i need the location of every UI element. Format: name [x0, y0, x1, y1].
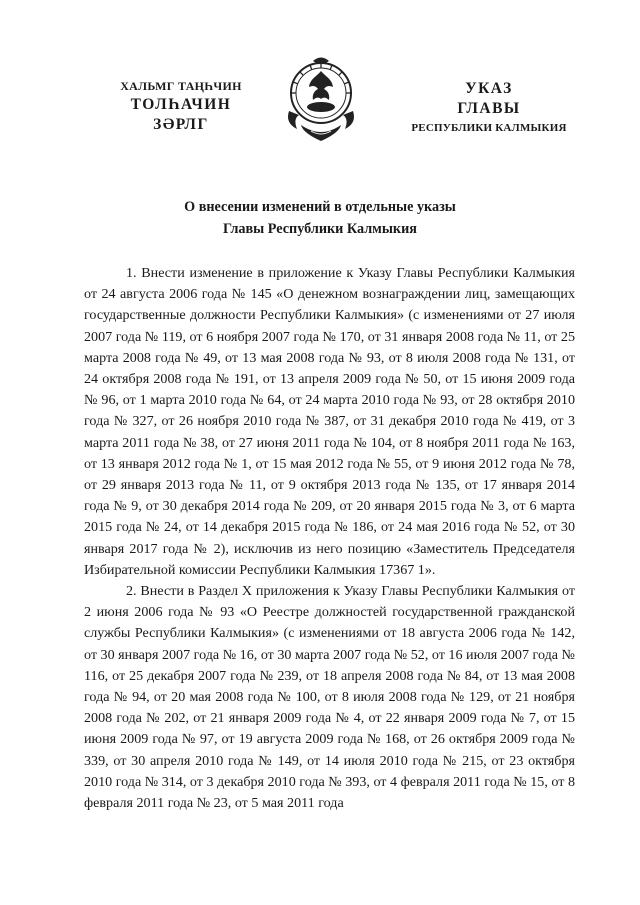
header-right-line1: УКАЗ — [465, 80, 513, 97]
header-left-line3: ЗӘРЛГ — [153, 115, 209, 133]
header-left-line2: ТОЛҺАЧИН — [130, 95, 232, 113]
header-kalmyk-title — [96, 80, 266, 133]
paragraph-2: 2. Внести в Раздел X приложения к Указу Главы Республики Калмыкия от 2 июня 2006 года № 93 «О Реестре должностей государственной гражданской службы Республики Калмыкия» (с изменениями от 18 августа 2006 года № 142, от 30 января 2007 года № 16, от 30 марта 2007 года № 52, от 16 июля 2007 года № 116, от 25 декабря 2007 года № 239, от 18 апреля 2008 года № 84, от 13 мая 2008 года № 94, от 20 мая 2008 года № 100, от 8 июля 2008 года № 129, от 21 ноября 2008 года № 202, от 21 января 2009 года № 4, от 22 января 2009 года № 7, от 15 июня 2009 года № 97, от 19 августа 2009 года № 168, от 26 октября 2009 года № 339, от 30 апреля 2010 года № 149, от 14 июля 2010 года № 215, от 23 октября 2010 года № 314, от 3 декабря 2010 года № 393, от 4 февраля 2011 года № 15, от 8 февраля 2011 года № 23, от 5 мая 2011 года — [84, 583, 575, 812]
coat-of-arms-icon — [283, 55, 359, 145]
paragraph-1: 1. Внести изменение в приложение к Указу Главы Республики Калмыкия от 24 августа 2006 года № 145 «О денежном вознаграждении лиц, замещающих государственные должности Республики Калмыкия» (с изменениями от 27 июля 2007 года № 119, от 6 ноября 2007 года № 170, от 31 января 2008 года № 11, от 25 марта 2008 года № 49, от 13 мая 2008 года № 93, от 8 июля 2008 года № 131, от 24 октября 2008 года № 191, от 13 апреля 2009 года № 50, от 15 июня 2009 года № 96, от 1 марта 2010 года № 64, от 24 марта 2010 года № 93, от 28 октября 2010 года № 327, от 26 ноября 2010 года № 387, от 31 декабря 2010 года № 419, от 3 марта 2011 года № 38, от 27 июня 2011 года № 104, от 8 ноября 2011 года № 163, от 13 января 2012 года № 1, от 15 мая 2012 года № 55, от 9 июня 2012 года № 78, от 29 января 2013 года № 11, от 9 октября 2013 года № 135, от 17 января 2014 года № 9, от 30 декабря 2014 года № 209, от 20 января 2015 года № 3, от 6 марта 2015 года № 24, от 14 декабря 2015 года № 186, от 24 мая 2016 года № 52, от 30 января 2017 года № 2), исключив из него позицию «Заместитель Председателя Избирательной комиссии Республики Калмыкия 17367 1». — [84, 265, 575, 578]
header-right-line2: ГЛАВЫ — [457, 99, 521, 117]
document-body — [84, 263, 575, 814]
header-decree-title — [404, 80, 574, 134]
header-right-line3: РЕСПУБЛИКИ КАЛМЫКИЯ — [411, 121, 567, 134]
header-left-line1: ХАЛЬМГ ТАҢҺЧИН — [120, 79, 242, 93]
document-title — [90, 196, 550, 240]
document-title-line2: Главы Республики Калмыкия — [223, 221, 417, 237]
document-title-line1: О внесении изменений в отдельные указы — [184, 199, 456, 215]
